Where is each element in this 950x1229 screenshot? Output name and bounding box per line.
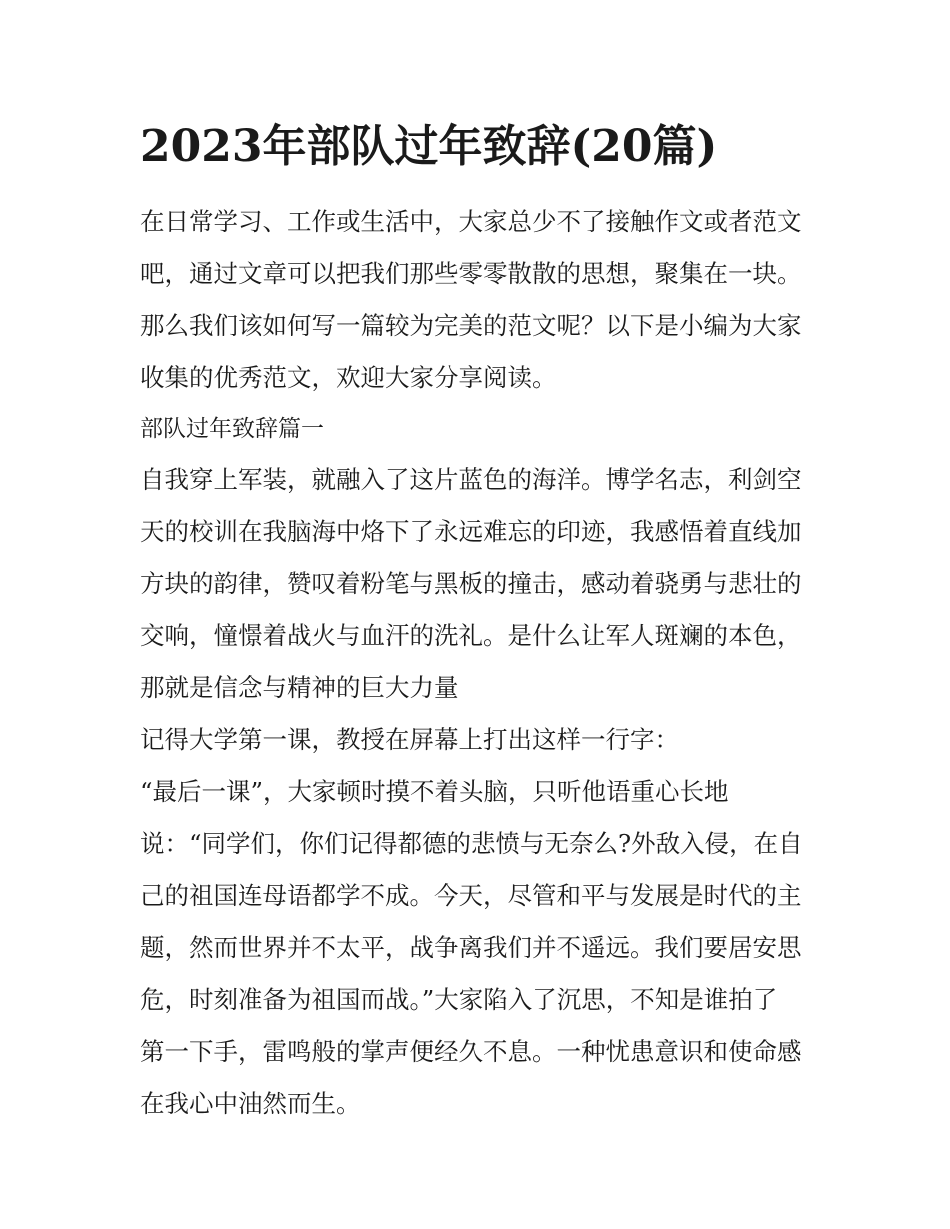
document-body	[140, 196, 820, 1130]
text-line: “最后一课”，大家顿时摸不着头脑，只听他语重心长地	[140, 777, 729, 806]
section-heading: 部队过年致辞篇一	[140, 416, 324, 442]
text-line: 第一下手，雷鸣般的掌声便经久不息。一种忧患意识和使命感	[140, 1037, 802, 1066]
text-line: 交响，憧憬着战火与血汗的洗礼。是什么让军人斑斓的本色，	[140, 621, 802, 650]
text-line: 危，时刻准备为祖国而战。”大家陷入了沉思，不知是谁拍了	[140, 985, 778, 1014]
text-line: 吧，通过文章可以把我们那些零零散散的思想，聚集在一块。	[140, 259, 802, 288]
text-line: 天的校训在我脑海中烙下了永远难忘的印迹，我感悟着直线加	[140, 517, 802, 546]
text-line: 那就是信念与精神的巨大力量	[140, 673, 459, 702]
document-title: 2023年部队过年致辞(20篇)	[140, 121, 718, 172]
text-line: 在我心中油然而生。	[140, 1089, 361, 1118]
text-line: 那么我们该如何写一篇较为完美的范文呢？以下是小编为大家	[140, 311, 802, 340]
text-line: 自我穿上军装，就融入了这片蓝色的海洋。博学名志，利剑空	[140, 465, 802, 494]
text-line: 收集的优秀范文，欢迎大家分享阅读。	[140, 363, 557, 392]
text-line: 在日常学习、工作或生活中，大家总少不了接触作文或者范文	[140, 207, 802, 236]
text-line: 说：“同学们，你们记得都德的悲愤与无奈么?外敌入侵，在自	[140, 829, 803, 858]
text-line: 己的祖国连母语都学不成。今天，尽管和平与发展是时代的主	[140, 881, 802, 910]
text-line: 方块的韵律，赞叹着粉笔与黑板的撞击，感动着骁勇与悲壮的	[140, 569, 802, 598]
text-line: 题，然而世界并不太平，战争离我们并不遥远。我们要居安思	[140, 933, 802, 962]
text-line: 记得大学第一课，教授在屏幕上打出这样一行字：	[140, 725, 679, 754]
